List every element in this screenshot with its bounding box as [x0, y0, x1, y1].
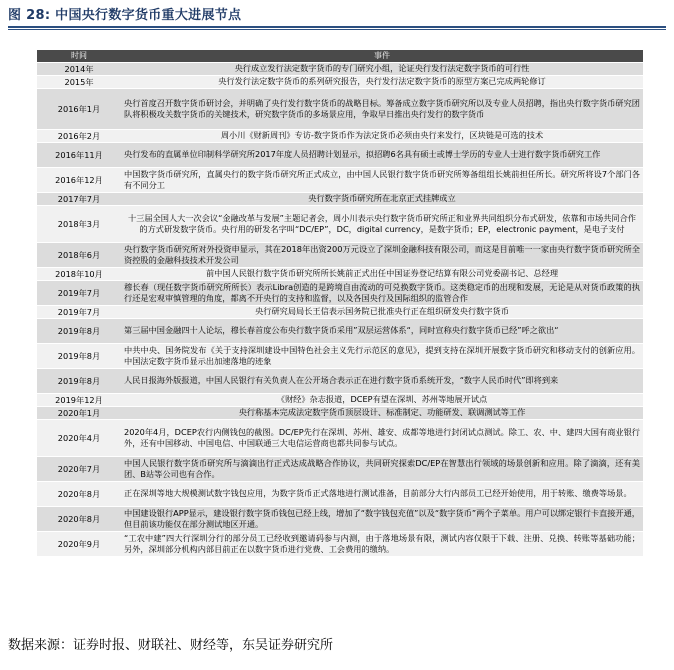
row-time: 2016年2月 [57, 130, 101, 141]
row-time: 2020年9月 [57, 538, 101, 549]
row-event: 穆长春（现任数字货币研究所所长）表示Libra创造的是跨境自由流动的可兑换数字货币。这类稳定币的出现和发展，无论是从对货币政策的执行还是宏观审慎管理的角度，都离不开央行的支持和监督，以及各国央行及国际组织的监管合作 [124, 281, 640, 303]
row-time: 2019年8月 [57, 350, 101, 361]
row-time: 2019年12月 [55, 394, 103, 405]
table-row [37, 532, 643, 557]
row-time: 2020年1月 [57, 407, 101, 418]
table-row [37, 369, 643, 394]
row-time: 2020年8月 [57, 488, 101, 499]
table-row [37, 168, 643, 193]
row-time: 2016年12月 [55, 174, 103, 185]
table-row [37, 281, 643, 306]
row-event: 2020年4月，DCEP农行内侧钱包的截图。DC/EP先行在深圳、苏州、雄安、成都等地进行封闭试点测试。除工、农、中、建四大国有商业银行外，还有中国移动、中国电信、中国联通三大电信运营商也都共同参与试点。 [124, 426, 640, 448]
title-divider [8, 26, 666, 28]
row-event: 央行发行法定数字货币的系列研究报告，央行发行法定数字货币的原型方案已完成两轮修订 [218, 76, 546, 87]
row-event: 前中国人民银行数字货币研究所所长姚前正式出任中国证券登记结算有限公司党委副书记、总经理 [205, 268, 559, 279]
title-divider-thin [8, 29, 666, 30]
row-event: 正在深圳等地大规模测试数字钱包应用，为数字货币正式落地进行测试准备，目前部分大行内部员工已经开始使用，用于转账、缴费等场景。 [124, 488, 632, 499]
row-time: 2017年7月 [57, 193, 101, 204]
row-time: 2014年 [64, 63, 94, 74]
table-header [37, 50, 643, 63]
table-row [37, 243, 643, 268]
row-time: 2015年 [64, 76, 94, 87]
row-event: 《财经》杂志报道，DCEP有望在深圳、苏州等地展开试点 [276, 394, 488, 405]
table-row [37, 394, 643, 407]
row-time: 2020年8月 [57, 513, 101, 524]
table-row [37, 130, 643, 143]
header-event: 事件 [374, 51, 390, 60]
row-time: 2018年10月 [55, 268, 103, 279]
row-time: 2019年8月 [57, 375, 101, 386]
data-source-note: 数据来源：证券时报、财联社、财经等，东吴证券研究所 [8, 638, 334, 653]
row-event: 央行数字货币研究所在北京正式挂牌成立 [308, 193, 456, 204]
row-event: “工农中建”四大行深圳分行的部分员工已经收到邀请码参与内测，由于落地场景有限，测试内容仅限于下载、注册、兑换、转账等基础功能；另外，深圳部分机构内部目前正在以数字货币进行党费、工会费用的缴纳。 [124, 532, 640, 554]
row-event: 央行成立发行法定数字货币的专门研究小组，论证央行发行法定数字货币的可行性 [234, 63, 530, 74]
row-time: 2016年11月 [55, 149, 103, 160]
row-time: 2019年8月 [57, 325, 101, 336]
table-row [37, 306, 643, 319]
table-row [37, 193, 643, 206]
row-time: 2020年7月 [57, 463, 101, 474]
table-row [37, 420, 643, 457]
table-row [37, 206, 643, 243]
row-event: 央行研究局局长王信表示国务院已批准央行正在组织研发央行数字货币 [255, 306, 509, 317]
table-row [37, 143, 643, 168]
table-row [37, 457, 643, 482]
row-time: 2019年7月 [57, 306, 101, 317]
row-event: 中国数字货币研究所，直属央行的数字货币研究所正式成立，由中国人民银行数字货币研究所筹备组组长姚前担任所长。研究所将设7个部门各有不同分工 [124, 168, 640, 190]
row-time: 2020年4月 [57, 432, 101, 443]
table-row [37, 344, 643, 369]
row-event: 中国人民银行数字货币研究所与滴滴出行正式达成战略合作协议，共同研究探索DC/EP在智慧出行领域的场景创新和应用。除了滴滴，还有美团、B站等公司也有合作。 [124, 457, 640, 479]
figure-title: 图 28: 中国央行数字货币重大进展节点 [8, 8, 242, 23]
row-event: 央行数字货币研究所对外投资申显示，其在2018年出资200万元设立了深圳金融科技有限公司，而这是目前唯一一家由央行数字货币研究所全资控股的金融科技技术开发公司 [124, 243, 640, 265]
table-row [37, 507, 643, 532]
row-event: 第三届中国金融四十人论坛，穆长春首度公布央行数字货币采用”双层运营体系“，同时宣称央行数字货币已经”呼之欲出“ [124, 325, 559, 336]
row-event: 十三届全国人大一次会议“金融改革与发展”主题记者会，周小川表示央行数字货币研究所正和业界共同组织分布式研发，依靠和市场共同合作的方式研发数字货币。央行用的研发名字叫“DC/EP”，DC，digital currency，是数字货币；EP，electronic payment，是电子支付 [128, 212, 636, 234]
header-time: 时间 [71, 51, 87, 60]
row-event: 人民日报海外版报道，中国人民银行有关负责人在公开场合表示正在进行数字货币系统开发，“数字人民币时代”即将到来 [124, 375, 559, 386]
row-event: 周小川《财新周刊》专访-数字货币作为法定货币必须由央行来发行，区块链是可选的技术 [220, 130, 544, 141]
row-time: 2018年6月 [57, 249, 101, 260]
row-event: 央行首度召开数字货币研讨会，并明确了央行发行数字货币的战略目标。筹备成立数字货币研究所以及专业人员招聘，指出央行数字货币研究团队将积极攻关数字货币的关键技术，研究数字货币的多场景应用，争取早日推出央行发行的数字货币 [124, 97, 640, 119]
row-event: 中共中央、国务院发布《关于支持深圳建设中国特色社会主义先行示范区的意见》，提到支持在深圳开展数字货币研究和移动支付的创新应用。中国法定数字货币显示出加速落地的迹象 [124, 344, 640, 366]
row-event: 央行发布的直属单位印制科学研究所2017年度人员招聘计划显示，拟招聘6名具有硕士或博士学历的专业人士进行数字货币研究工作 [124, 149, 601, 160]
row-time: 2016年1月 [57, 103, 101, 114]
table-row [37, 482, 643, 507]
row-time: 2018年3月 [57, 218, 101, 229]
table-row [37, 268, 643, 281]
table-row [37, 89, 643, 130]
row-event: 中国建设银行APP显示，建设银行数字货币钱包已经上线，增加了“数字钱包充值”以及“数字货币”两个子菜单。用户可以绑定银行卡直接开通，但目前该功能仅在部分测试地区开通。 [124, 507, 640, 529]
table-row [37, 319, 643, 344]
table-row [37, 63, 643, 76]
table-row [37, 76, 643, 89]
milestone-table [37, 50, 643, 557]
table-row [37, 407, 643, 420]
row-time: 2019年7月 [57, 287, 101, 298]
row-event: 央行称基本完成法定数字货币顶层设计、标准制定、功能研发、联调测试等工作 [238, 407, 526, 418]
